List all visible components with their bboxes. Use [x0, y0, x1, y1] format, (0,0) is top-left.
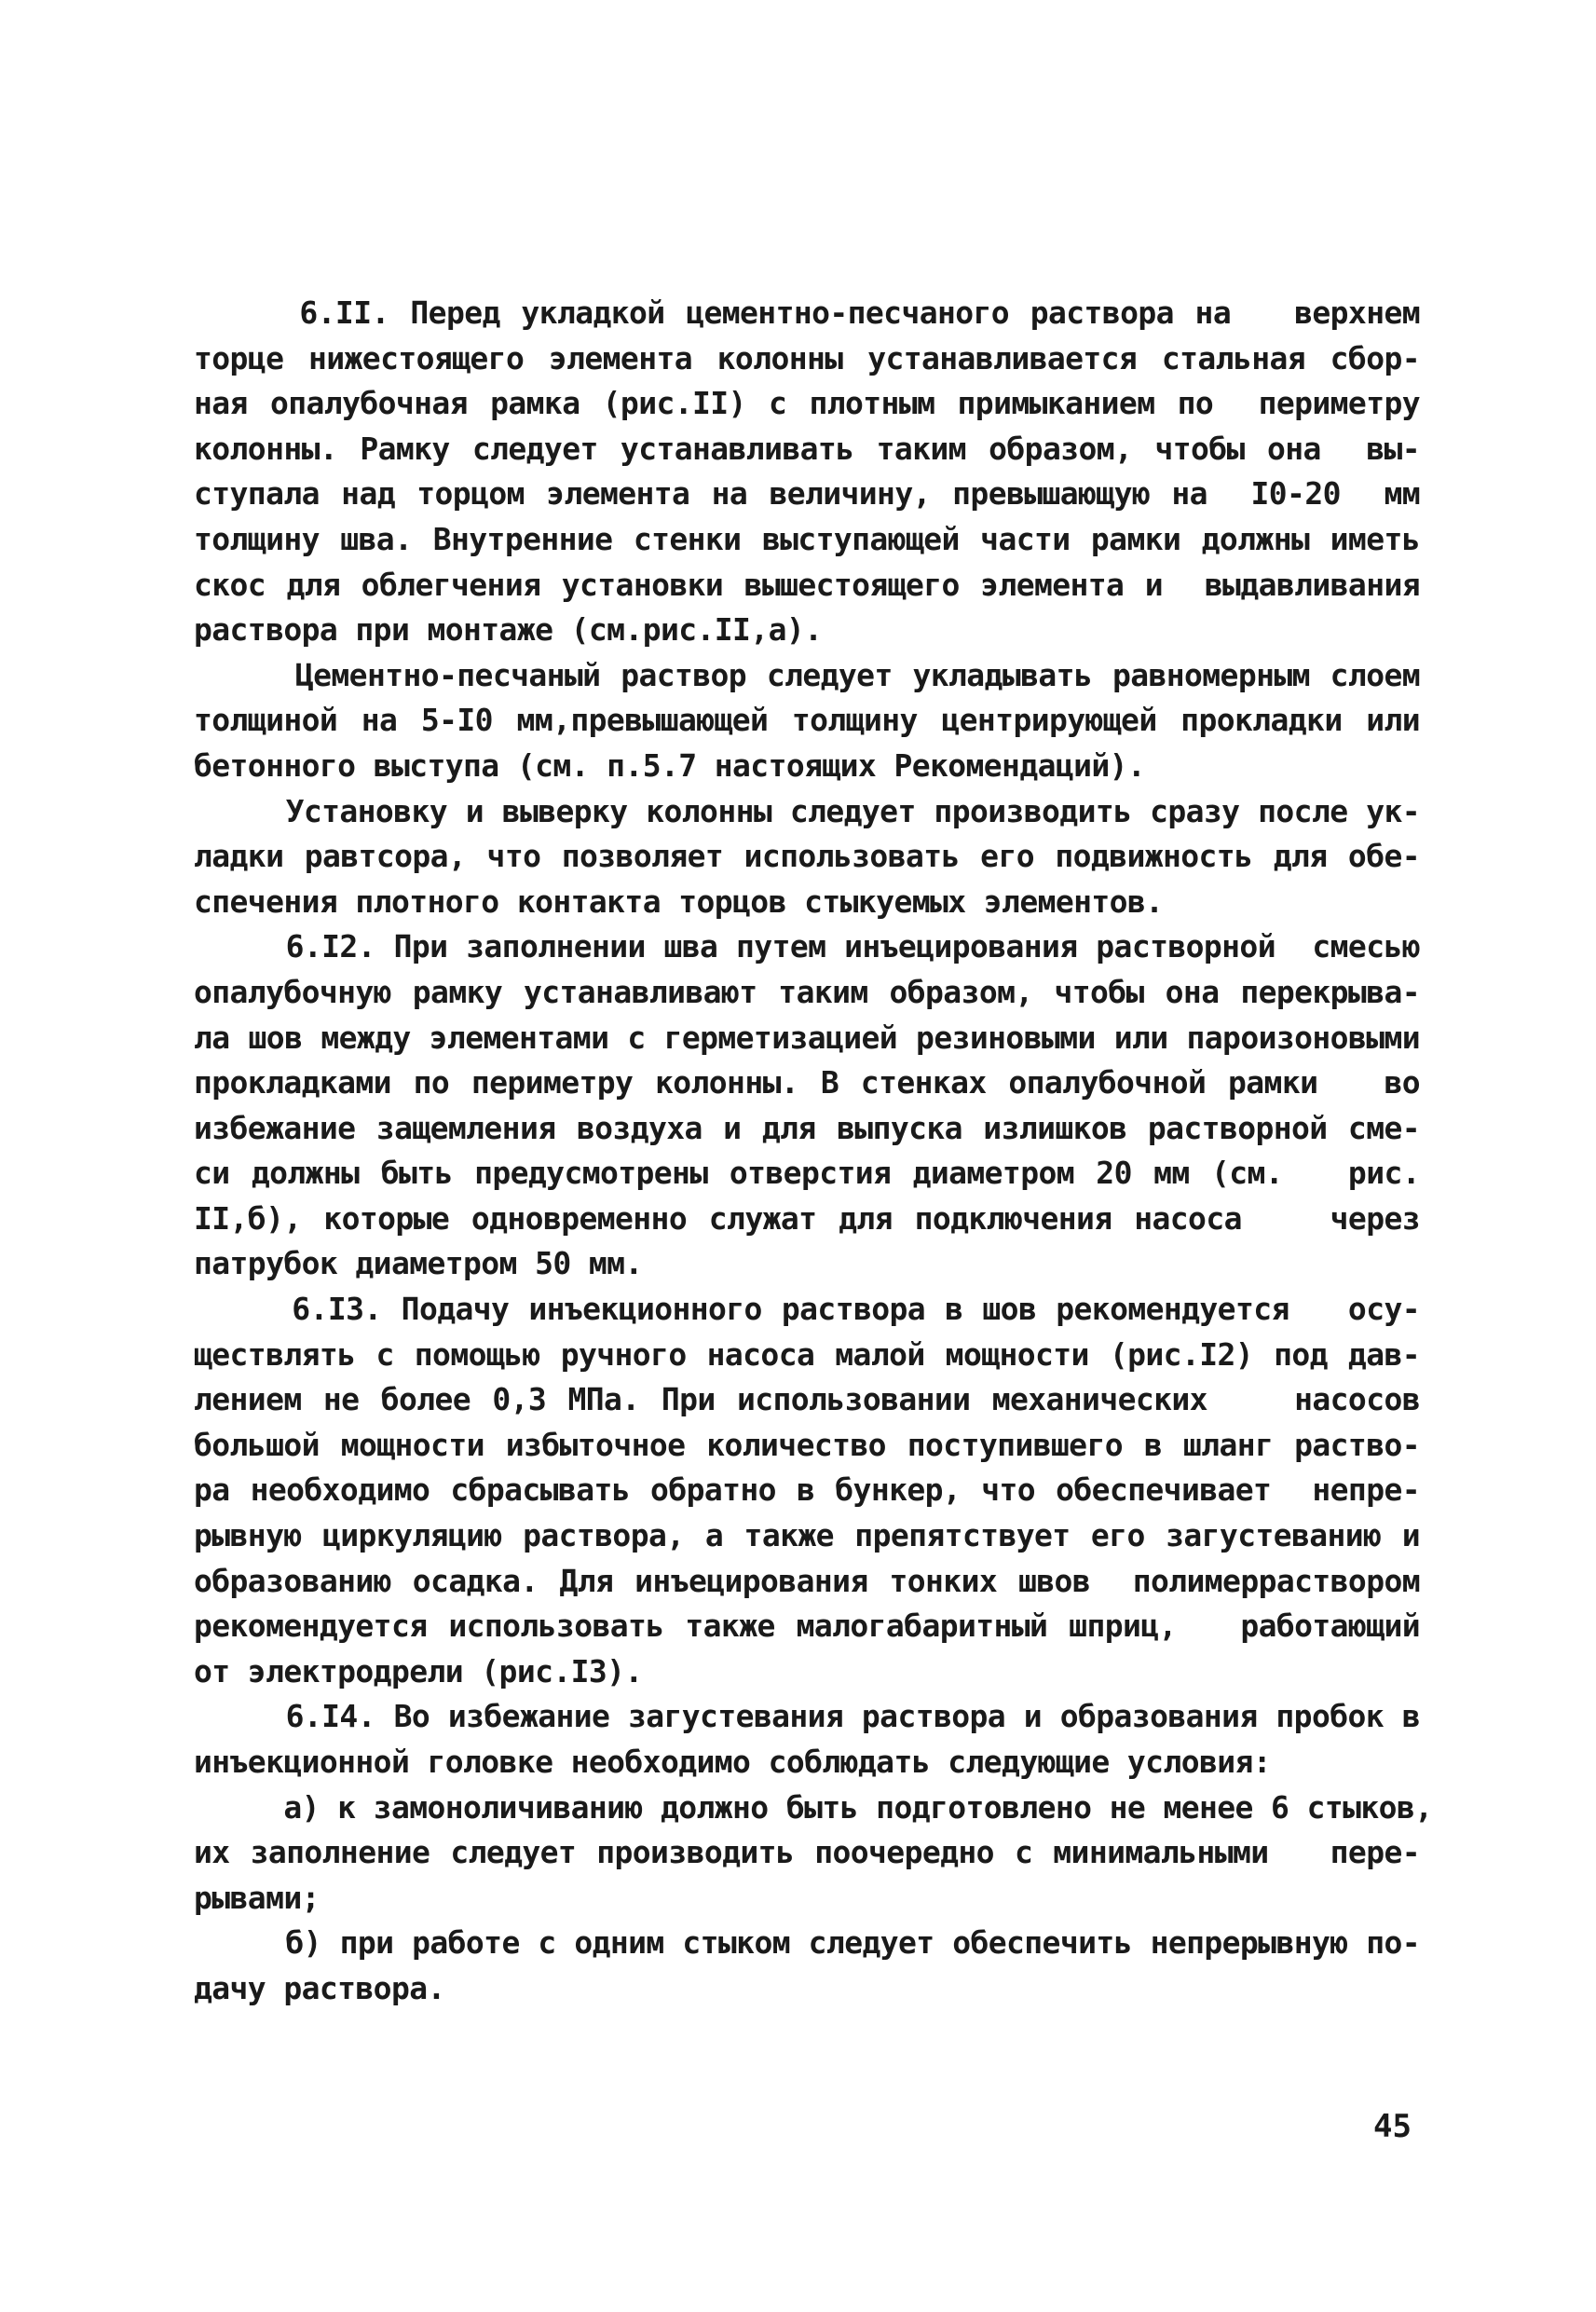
text-line: толщину шва. Внутренние стенки выступающей части рамки должны иметь [194, 520, 1420, 557]
text-line: скос для облегчения установки вышестоящего элемента и выдавливания [194, 566, 1420, 603]
text-line: рекомендуется использовать также малогабаритный шприц, работающий [194, 1607, 1420, 1645]
paragraph-p-6-11 [194, 291, 1420, 653]
text-line: избежание защемления воздуха и для выпуска излишков растворной сме- [194, 1109, 1420, 1146]
text-line: дачу раствора. [194, 1969, 445, 2006]
paragraph-p-6-14-a [194, 1785, 1433, 1922]
text-line: толщиной на 5-I0 мм,превышающей толщину центрирующей прокладки или [194, 702, 1420, 739]
text-line: раствора при монтаже (см.рис.II,а). [194, 611, 823, 649]
text-line: рывами; [194, 1879, 320, 1916]
paragraph-p-6-11-c [194, 789, 1420, 925]
text-line: 6.I2. При заполнении шва путем инъецирования растворной смесью [194, 928, 1420, 965]
text-line: ществлять с помощью ручного насоса малой мощности (рис.I2) под дав- [194, 1335, 1420, 1373]
text-line: от электродрели (рис.I3). [194, 1652, 643, 1690]
paragraph-p-6-14 [194, 1694, 1420, 1785]
page-number: 45 [1373, 2108, 1412, 2145]
text-line: патрубок диаметром 50 мм. [194, 1245, 643, 1282]
text-line: б) при работе с одним стыком следует обеспечить непрерывную по- [194, 1924, 1420, 1962]
paragraph-p-6-14-b [194, 1921, 1420, 2011]
text-line: ная опалубочная рамка (рис.II) с плотным примыканием по периметру [194, 385, 1420, 422]
text-line: лением не более 0,3 МПа. При использовании механических насосов [194, 1381, 1420, 1418]
text-line: колонны. Рамку следует устанавливать таким образом, чтобы она вы- [194, 430, 1420, 467]
paragraph-p-6-11-b [194, 653, 1420, 789]
text-line: образованию осадка. Для инъецирования тонких швов полимерраствором [194, 1562, 1420, 1599]
text-line: 6.II. Перед укладкой цементно-песчаного раствора на верхнем [194, 294, 1420, 331]
text-line: 6.I3. Подачу инъекционного раствора в шов рекомендуется осу- [194, 1291, 1420, 1328]
text-line: опалубочную рамку устанавливают таким образом, чтобы она перекрыва- [194, 973, 1420, 1010]
text-line: а) к замоноличиванию должно быть подготовлено не менее 6 стыков, [194, 1788, 1433, 1826]
text-line: II,б), которые одновременно служат для подключения насоса через [194, 1199, 1420, 1237]
text-line: 6.I4. Во избежание загустевания раствора и образования пробок в [194, 1698, 1420, 1735]
text-line: прокладками по периметру колонны. В стенках опалубочной рамки во [194, 1064, 1420, 1101]
text-line: ступала над торцом элемента на величину, превышающую на I0-20 мм [194, 475, 1420, 513]
paragraph-p-6-13 [194, 1287, 1420, 1694]
text-line: ла шов между элементами с герметизацией резиновыми или пароизоновыми [194, 1019, 1420, 1056]
text-line: спечения плотного контакта торцов стыкуемых элементов. [194, 882, 1164, 920]
text-line: большой мощности избыточное количество поступившего в шланг раство- [194, 1426, 1420, 1463]
text-line: ладки равтсора, что позволяет использовать его подвижность для обе- [194, 838, 1420, 875]
text-line: си должны быть предусмотрены отверстия диаметром 20 мм (см. рис. [194, 1155, 1420, 1192]
text-line: инъекционной головке необходимо соблюдать следующие условия: [194, 1744, 1272, 1780]
text-line: бетонного выступа (см. п.5.7 настоящих Рекомендаций). [194, 746, 1146, 784]
text-line: торце нижестоящего элемента колонны устанавливается стальная сбор- [194, 339, 1420, 376]
text-line: Установку и выверку колонны следует производить сразу после ук- [194, 792, 1420, 829]
text-line: их заполнение следует производить поочередно с минимальными пере- [194, 1834, 1420, 1871]
body-text [194, 291, 1433, 2012]
text-line: ра необходимо сбрасывать обратно в бункер, что обеспечивает непре- [194, 1471, 1420, 1509]
text-line: рывную циркуляцию раствора, а также препятствует его загустеванию и [194, 1517, 1420, 1554]
text-line: Цементно-песчаный раствор следует укладывать равномерным слоем [194, 656, 1420, 693]
paragraph-p-6-12 [194, 924, 1420, 1287]
